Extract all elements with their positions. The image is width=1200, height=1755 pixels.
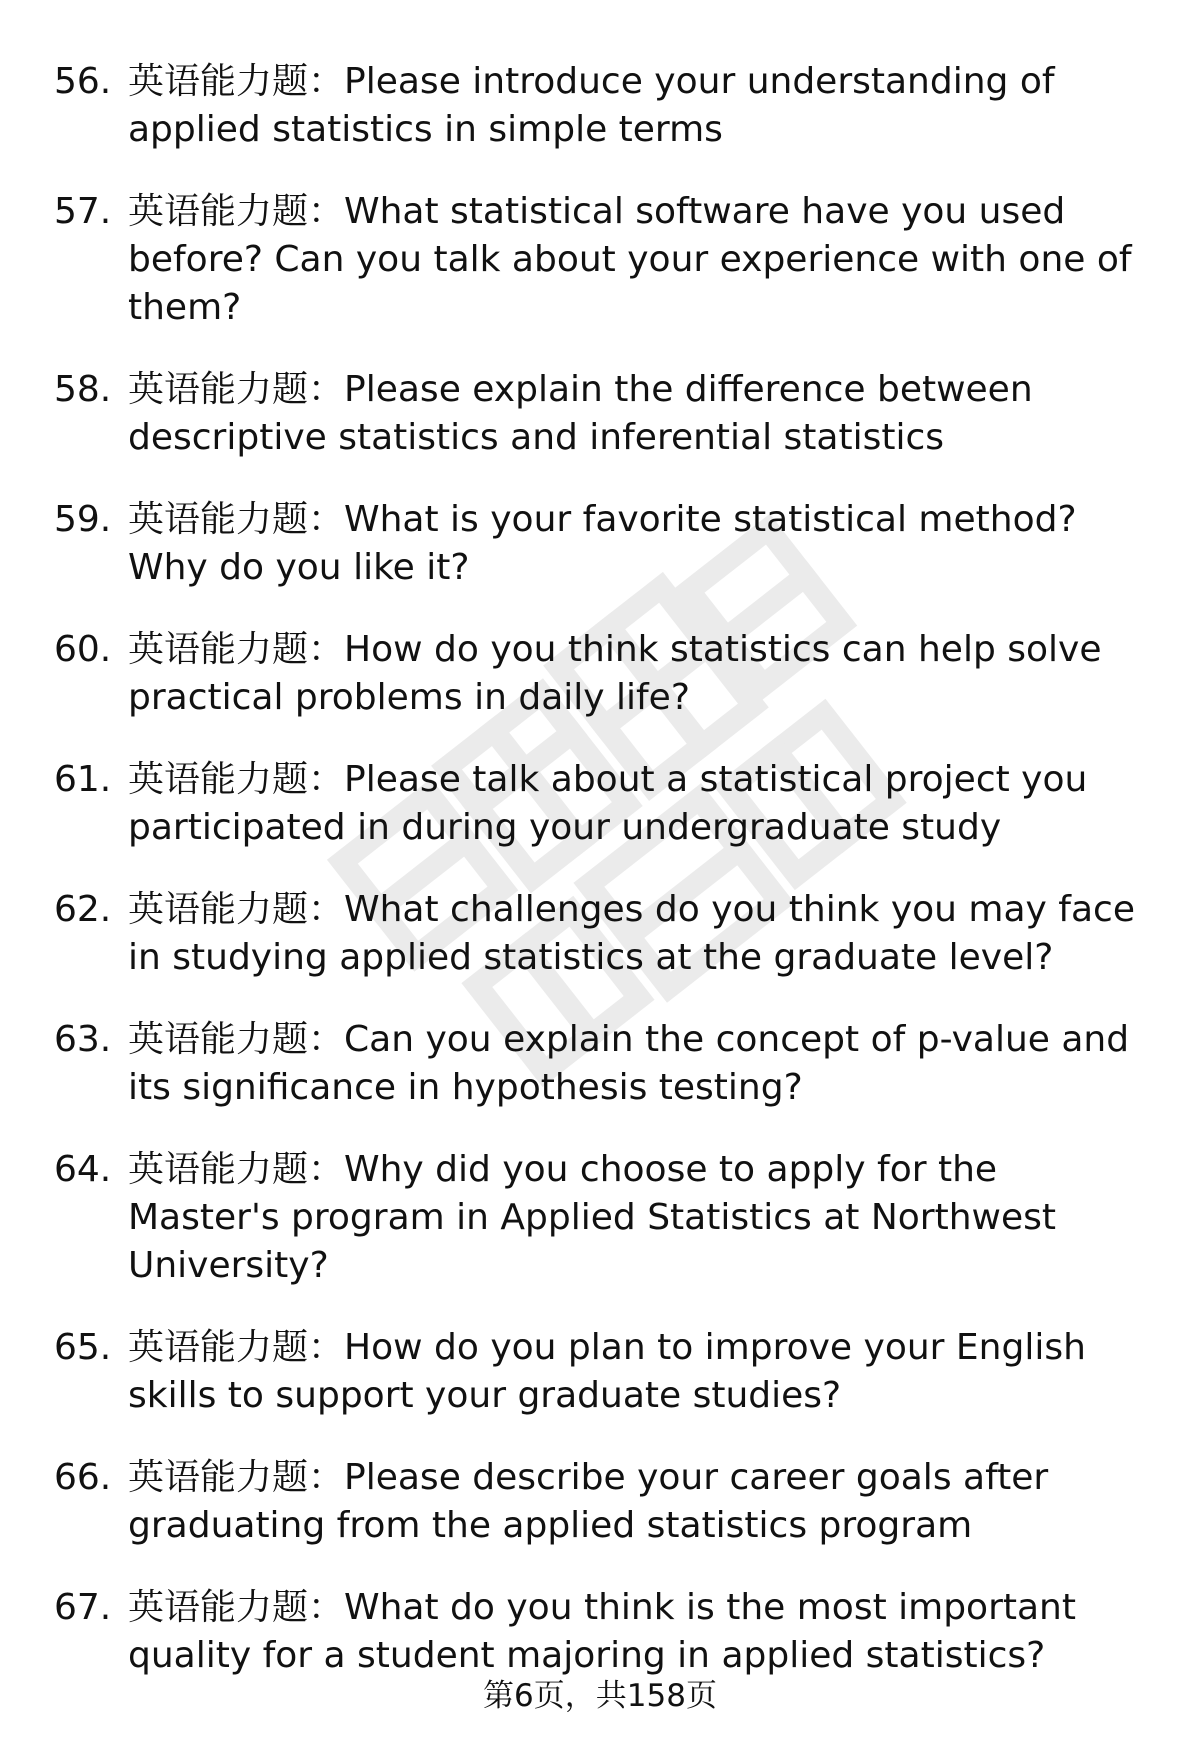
question-category-label: 英语能力题： <box>128 1587 345 1628</box>
question-category-label: 英语能力题： <box>128 759 345 800</box>
question-number: 65. <box>54 1327 112 1368</box>
question-text: What is your favorite statistical method? Why do you like it? <box>128 499 1077 588</box>
question-number: 62. <box>54 889 112 930</box>
question-category-label: 英语能力题： <box>128 369 345 410</box>
question-number: 59. <box>54 499 112 540</box>
question-item <box>0 496 1160 592</box>
question-item <box>0 626 1160 722</box>
question-text: Please talk about a statistical project you participated in during your undergraduate study <box>128 759 1088 848</box>
question-category-label: 英语能力题： <box>128 889 345 930</box>
question-category-label: 英语能力题： <box>128 61 345 102</box>
question-text: What do you think is the most important quality for a student majoring in applied statistics? <box>128 1587 1076 1676</box>
page-indicator: 第6页，共158页 <box>483 1678 717 1714</box>
question-text: Please describe your career goals after graduating from the applied statistics program <box>128 1457 1049 1546</box>
question-number: 63. <box>54 1019 112 1060</box>
question-item <box>0 1146 1160 1290</box>
question-list <box>0 58 1200 1714</box>
question-category-label: 英语能力题： <box>128 499 345 540</box>
question-text: Can you explain the concept of p-value and its significance in hypothesis testing? <box>128 1019 1130 1108</box>
question-number: 66. <box>54 1457 112 1498</box>
question-number: 57. <box>54 191 112 232</box>
question-text: Please introduce your understanding of applied statistics in simple terms <box>128 61 1055 150</box>
question-category-label: 英语能力题： <box>128 1327 345 1368</box>
question-number: 60. <box>54 629 112 670</box>
question-category-label: 英语能力题： <box>128 1149 345 1190</box>
question-item <box>0 1324 1160 1420</box>
question-item <box>0 886 1160 982</box>
question-category-label: 英语能力题： <box>128 1457 345 1498</box>
question-item <box>0 1454 1160 1550</box>
question-category-label: 英语能力题： <box>128 1019 345 1060</box>
page-footer <box>0 1676 1200 1716</box>
question-item <box>0 756 1160 852</box>
question-number: 61. <box>54 759 112 800</box>
question-item <box>0 1584 1160 1680</box>
question-text: What challenges do you think you may face in studying applied statistics at the graduate level? <box>128 889 1135 978</box>
question-number: 64. <box>54 1149 112 1190</box>
question-item <box>0 1016 1160 1112</box>
question-text: Please explain the difference between descriptive statistics and inferential statistics <box>128 369 1033 458</box>
question-text: Why did you choose to apply for the Master's program in Applied Statistics at Northwest University? <box>128 1149 1056 1286</box>
question-number: 67. <box>54 1587 112 1628</box>
question-item <box>0 366 1160 462</box>
question-category-label: 英语能力题： <box>128 191 345 232</box>
question-category-label: 英语能力题： <box>128 629 345 670</box>
question-item <box>0 188 1160 332</box>
question-text: What statistical software have you used before? Can you talk about your experience with one of them? <box>128 191 1132 328</box>
question-text: How do you think statistics can help solve practical problems in daily life? <box>128 629 1102 718</box>
question-number: 56. <box>54 61 112 102</box>
question-item <box>0 58 1160 154</box>
question-text: How do you plan to improve your English skills to support your graduate studies? <box>128 1327 1086 1416</box>
question-number: 58. <box>54 369 112 410</box>
